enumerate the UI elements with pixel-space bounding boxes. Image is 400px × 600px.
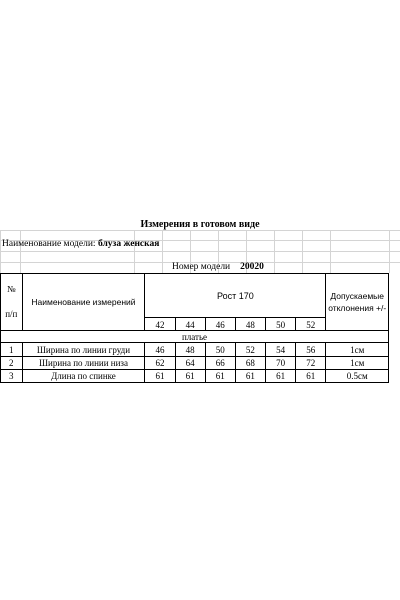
section-row [1,331,389,343]
row-value: 50 [205,343,235,357]
row-value: 54 [266,343,296,357]
row-value: 72 [296,357,326,370]
row-number: 2 [1,357,23,370]
row-value: 56 [296,343,326,357]
header-number-cell [1,274,23,331]
row-value: 61 [235,370,265,383]
header-tolerance-line2: отклонения +/- [328,303,387,313]
row-tolerance: 1см [326,343,389,357]
row-value: 48 [175,343,205,357]
model-number-row [172,262,264,272]
row-value: 70 [266,357,296,370]
row-number: 1 [1,343,23,357]
row-value: 61 [145,370,175,383]
model-name-value: блуза женская [97,239,160,249]
header-tolerance [326,274,389,331]
row-value: 62 [145,357,175,370]
table-row [1,343,389,357]
model-name-label: Наименование модели: [2,239,96,249]
row-value: 64 [175,357,205,370]
header-number-symbol: № [6,284,16,294]
table-row [1,357,389,370]
model-name-row [2,239,159,249]
size-cell: 44 [175,318,205,331]
row-measurement-name: Длина по спинке [22,370,145,383]
row-value: 61 [296,370,326,383]
header-number-abbrev: п/п [5,309,18,319]
table-header-row [1,274,389,318]
table-row [1,370,389,383]
row-tolerance: 1см [326,357,389,370]
header-height: Рост 170 [145,274,326,318]
row-measurement-name: Ширина по линии низа [22,357,145,370]
row-measurement-name: Ширина по линии груди [22,343,145,357]
page-title: Измерения в готовом виде [140,219,260,230]
row-value: 66 [205,357,235,370]
row-number: 3 [1,370,23,383]
header-tolerance-line1: Допускаемые [330,291,385,301]
row-value: 46 [145,343,175,357]
model-number-value: 20020 [240,262,264,272]
size-cell: 52 [296,318,326,331]
row-value: 61 [266,370,296,383]
measurements-table [0,273,389,383]
size-cell: 42 [145,318,175,331]
row-tolerance: 0.5см [326,370,389,383]
row-value: 61 [175,370,205,383]
size-cell: 50 [266,318,296,331]
model-number-label: Номер модели [172,262,231,272]
row-value: 61 [205,370,235,383]
row-value: 52 [235,343,265,357]
section-label: платье [1,331,389,343]
header-measurement-name: Наименование измерений [22,274,145,331]
size-cell: 46 [205,318,235,331]
size-cell: 48 [235,318,265,331]
row-value: 68 [235,357,265,370]
